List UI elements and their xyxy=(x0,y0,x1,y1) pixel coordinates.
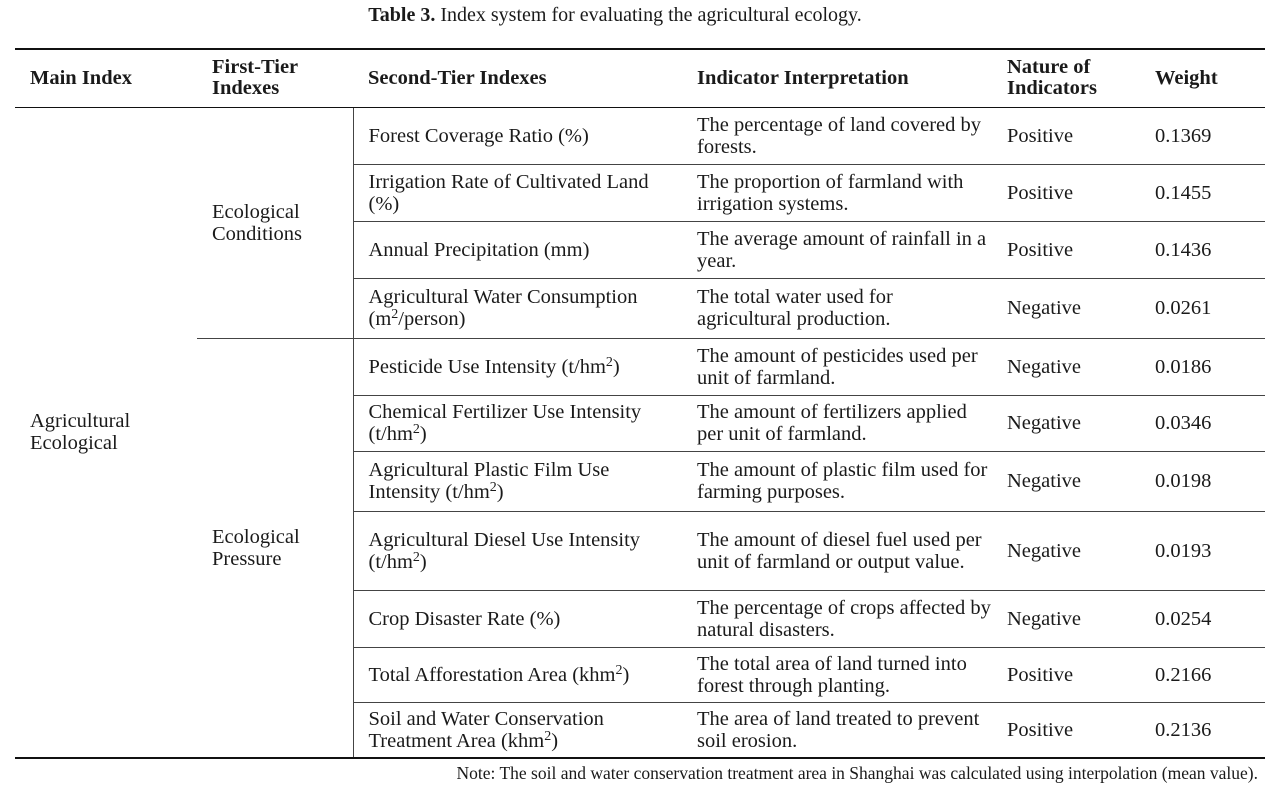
header-interpretation: Indicator Interpretation xyxy=(682,49,992,107)
table-header xyxy=(15,49,1265,107)
nature-cell: Positive xyxy=(992,107,1140,164)
weight-cell: 0.0198 xyxy=(1140,451,1265,511)
weight-cell: 0.1369 xyxy=(1140,107,1265,164)
main-index-cell: Agricultural Ecological xyxy=(15,107,197,758)
header-weight: Weight xyxy=(1140,49,1265,107)
weight-cell: 0.2166 xyxy=(1140,647,1265,702)
nature-cell: Positive xyxy=(992,702,1140,758)
interpretation-cell: The amount of plastic film used for farming purposes. xyxy=(682,451,992,511)
second-tier-cell: Pesticide Use Intensity $(t/hm^2)$ xyxy=(353,338,682,395)
weight-cell: 0.2136 xyxy=(1140,702,1265,758)
header-second-tier: Second-Tier Indexes xyxy=(353,49,682,107)
interpretation-cell: The area of land treated to prevent soil erosion. xyxy=(682,702,992,758)
second-tier-cell: Irrigation Rate of Cultivated Land (%) xyxy=(353,164,682,221)
nature-cell: Negative xyxy=(992,511,1140,590)
second-tier-cell: Total Afforestation Area (khm$^2$) xyxy=(353,647,682,702)
first-tier-pressure: Ecological Pressure xyxy=(197,338,353,758)
second-tier-cell: Forest Coverage Ratio (%) xyxy=(353,107,682,164)
interpretation-cell: The amount of diesel fuel used per unit of farmland or output value. xyxy=(682,511,992,590)
weight-cell: 0.0193 xyxy=(1140,511,1265,590)
table-body xyxy=(15,107,1265,758)
weight-cell: 0.0186 xyxy=(1140,338,1265,395)
interpretation-cell: The proportion of farmland with irrigation systems. xyxy=(682,164,992,221)
header-first-tier: First-Tier Indexes xyxy=(197,49,353,107)
caption-text: Index system for evaluating the agricultural ecology. xyxy=(435,4,862,26)
second-tier-cell: Crop Disaster Rate (%) xyxy=(353,590,682,647)
interpretation-cell: The total water used for agricultural production. xyxy=(682,278,992,338)
table-caption xyxy=(0,4,1230,26)
interpretation-cell: The amount of pesticides used per unit of farmland. xyxy=(682,338,992,395)
second-tier-cell: Agricultural Plastic Film Use Intensity $(t/hm^2)$ xyxy=(353,451,682,511)
second-tier-cell: Agricultural Water Consumption $(m^2/person)$ xyxy=(353,278,682,338)
header-main-index: Main Index xyxy=(15,49,197,107)
interpretation-cell: The percentage of crops affected by natural disasters. xyxy=(682,590,992,647)
nature-cell: Positive xyxy=(992,164,1140,221)
nature-cell: Positive xyxy=(992,647,1140,702)
nature-cell: Negative xyxy=(992,395,1140,451)
nature-cell: Negative xyxy=(992,278,1140,338)
second-tier-cell: Soil and Water Conservation Treatment Area (khm$^2$) xyxy=(353,702,682,758)
interpretation-cell: The amount of fertilizers applied per unit of farmland. xyxy=(682,395,992,451)
second-tier-cell: Chemical Fertilizer Use Intensity $(t/hm^2)$ xyxy=(353,395,682,451)
nature-cell: Negative xyxy=(992,590,1140,647)
header-nature: Nature of Indicators xyxy=(992,49,1140,107)
weight-cell: 0.0261 xyxy=(1140,278,1265,338)
table-note: Note: The soil and water conservation treatment area in Shanghai was calculated using interpolation (mean value). xyxy=(456,763,1258,783)
table-row xyxy=(15,107,1265,164)
weight-cell: 0.0254 xyxy=(1140,590,1265,647)
second-tier-cell: Annual Precipitation (mm) xyxy=(353,221,682,278)
table-row xyxy=(15,338,1265,395)
header-row xyxy=(15,49,1265,107)
weight-cell: 0.1455 xyxy=(1140,164,1265,221)
caption-label: Table 3. xyxy=(368,4,436,26)
interpretation-cell: The average amount of rainfall in a year. xyxy=(682,221,992,278)
weight-cell: 0.1436 xyxy=(1140,221,1265,278)
weight-cell: 0.0346 xyxy=(1140,395,1265,451)
interpretation-cell: The percentage of land covered by forests. xyxy=(682,107,992,164)
nature-cell: Negative xyxy=(992,451,1140,511)
first-tier-conditions: Ecological Conditions xyxy=(197,107,353,338)
nature-cell: Negative xyxy=(992,338,1140,395)
index-table xyxy=(15,48,1265,759)
interpretation-cell: The total area of land turned into forest through planting. xyxy=(682,647,992,702)
nature-cell: Positive xyxy=(992,221,1140,278)
second-tier-cell: Agricultural Diesel Use Intensity $(t/hm^2)$ xyxy=(353,511,682,590)
